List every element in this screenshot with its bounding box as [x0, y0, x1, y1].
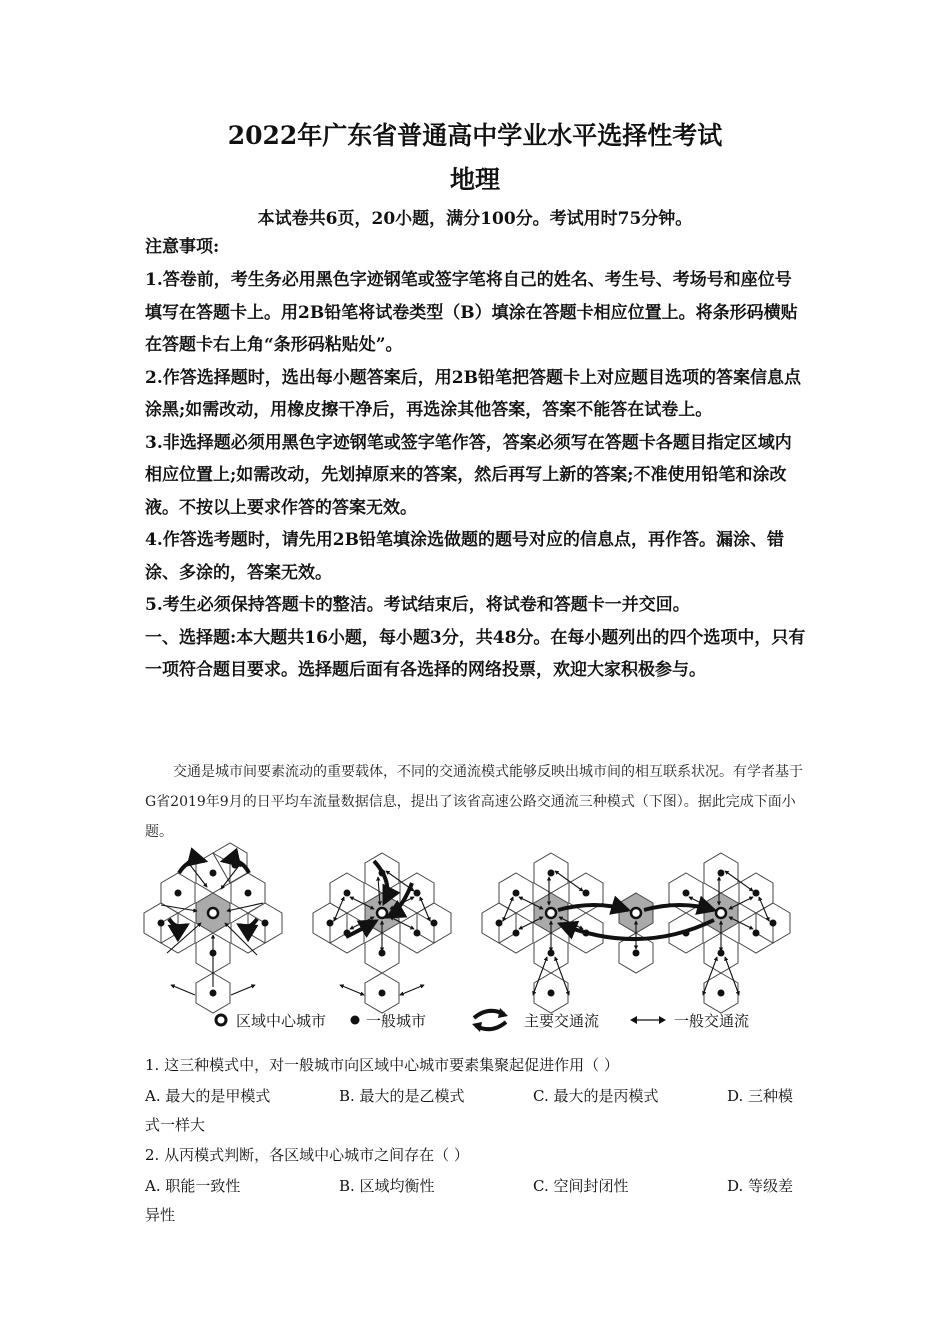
legend-general-flow: 一般交通流 [674, 1012, 750, 1030]
question-1-stem: 1. 这三种模式中，对一般城市向区域中心城市要素集聚起促进作用（ ） [145, 1056, 619, 1074]
exam-title: 2022年广东省普通高中学业水平选择性考试 [227, 121, 723, 150]
question-2-option-d[interactable]: D. 等级差 [727, 1177, 794, 1195]
legend-center-city: 区域中心城市 [236, 1012, 327, 1030]
general-flow-icon [628, 1012, 668, 1028]
model-b-diagram [313, 853, 451, 1013]
model-a-diagram [144, 843, 282, 1013]
notice-item: 1.答卷前，考生务必用黑色字迹钢笔或签字笔将自己的姓名、考生号、考场号和座位号填写在答题卡上。用2B铅笔将试卷类型（B）填涂在答题卡相应位置上。将条形码横贴在答题卡右上角“条形码粘贴处”。 [145, 270, 798, 355]
notice-item: 3.非选择题必须用黑色字迹钢笔或签字笔作答，答案必须写在答题卡各题目指定区域内相应位置上;如需改动，先划掉原来的答案，然后再写上新的答案;不准使用铅笔和涂改液。不按以上要求作答的答案无效。 [145, 432, 792, 518]
subject-title: 地理 [449, 165, 500, 194]
notice-item: 4.作答选考题时，请先用2B铅笔填涂选做题的题号对应的信息点，再作答。漏涂、错涂、多涂的，答案无效。 [145, 530, 784, 583]
question-2-option-d-continued[interactable]: 异性 [145, 1206, 176, 1224]
center-city-icon [212, 1011, 230, 1029]
section-intro: 一、选择题:本大题共16小题，每小题3分，共48分。在每小题列出的四个选项中，只有一项符合题目要求。选择题后面有各选择的网络投票，欢迎大家积极参与。 [145, 627, 806, 680]
question-2-stem: 2. 从丙模式判断，各区域中心城市之间存在（ ） [145, 1146, 469, 1164]
major-flow-icon [468, 1006, 512, 1034]
notice-list [145, 264, 807, 687]
legend-major-flow: 主要交通流 [524, 1012, 600, 1030]
figure-legend [212, 1006, 772, 1034]
model-c-diagram [482, 853, 790, 1013]
general-city-icon [348, 1013, 362, 1027]
question-1-option-d[interactable]: D. 三种模 [727, 1087, 794, 1105]
legend-general-city: 一般城市 [366, 1012, 427, 1030]
question-2-option-b[interactable]: B. 区域均衡性 [339, 1177, 435, 1195]
question-1-option-b[interactable]: B. 最大的是乙模式 [339, 1087, 465, 1105]
question-1-option-c[interactable]: C. 最大的是丙模式 [533, 1087, 659, 1105]
question-2-option-c[interactable]: C. 空间封闭性 [533, 1177, 629, 1195]
question-1-option-d-continued[interactable]: 式一样大 [145, 1116, 206, 1134]
question-2-option-a[interactable]: A. 职能一致性 [145, 1177, 241, 1195]
reading-passage: 交通是城市间要素流动的重要载体，不同的交通流模式能够反映出城市间的相互联系状况。有学者基于G省2019年9月的日平均车流量数据信息，提出了该省高速公路交通流三种模式（下图）。据此完成下面小题。 [145, 764, 803, 840]
notice-item: 2.作答选择题时，选出每小题答案后，用2B铅笔把答题卡上对应题目选项的答案信息点涂黑;如需改动，用橡皮擦干净后，再选涂其他答案，答案不能答在试卷上。 [145, 367, 801, 420]
notice-heading: 注意事项: [145, 237, 220, 257]
notice-item: 5.考生必须保持答题卡的整洁。考试结束后，将试卷和答题卡一并交回。 [145, 595, 690, 615]
exam-info: 本试卷共6页，20小题，满分100分。考试用时75分钟。 [257, 209, 693, 229]
question-1-option-a[interactable]: A. 最大的是甲模式 [145, 1087, 271, 1105]
